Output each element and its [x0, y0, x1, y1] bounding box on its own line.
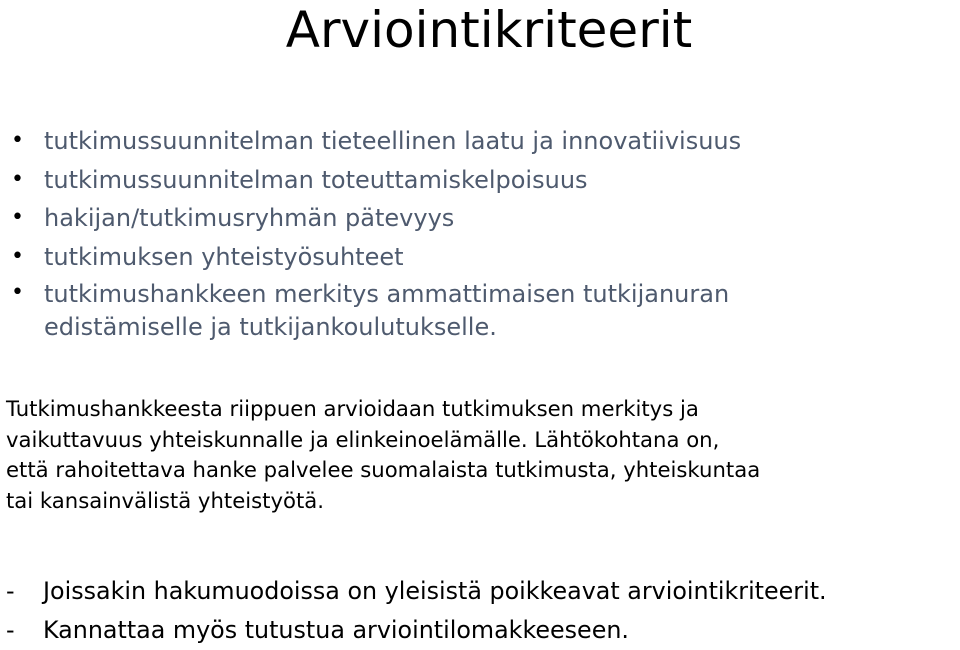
bullet-text-line-1: tutkimushankkeen merkitys ammattimaisen tutkijanuran [44, 280, 730, 308]
bullet-marker: • [11, 128, 24, 153]
note-text: Joissakin hakumuodoissa on yleisistä poikkeavat arviointikriteerit. [43, 577, 827, 605]
bullet-item [0, 161, 960, 200]
impact-paragraph [6, 394, 960, 516]
bullet-text: tutkimussuunnitelman tieteellinen laatu ja innovatiivisuus [44, 127, 742, 155]
note-item [6, 611, 960, 650]
bullet-text: hakijan/tutkimusryhmän pätevyys [44, 204, 455, 232]
slide-title: Arviointikriteerit [285, 1, 693, 59]
bullet-text: tutkimussuunnitelman toteuttamiskelpoisuus [44, 165, 588, 194]
note-marker: - [6, 577, 15, 605]
bullet-item [0, 122, 960, 161]
bullet-item [0, 199, 960, 238]
bullet-text-line-2: edistämiselle ja tutkijankoulutukselle. [44, 313, 497, 341]
paragraph-line: vaikuttavuus yhteiskunnalle ja elinkeinoelämälle. Lähtökohtana on, [6, 426, 720, 452]
bullet-marker: • [11, 243, 24, 269]
paragraph-line: tai kansainvälistä yhteistyötä. [6, 487, 324, 513]
notes-list [6, 572, 960, 650]
bullet-text: tutkimuksen yhteistyösuhteet [44, 242, 404, 271]
bullet-marker: • [11, 166, 24, 192]
bullet-item [0, 276, 960, 344]
note-item [6, 572, 960, 611]
note-text: Kannattaa myös tutustua arviointilomakkeeseen. [43, 616, 629, 644]
bullet-marker: • [11, 205, 24, 230]
bullet-marker: • [11, 280, 24, 305]
paragraph-line: Tutkimushankkeesta riippuen arvioidaan tutkimuksen merkitys ja [6, 396, 699, 421]
paragraph-line: että rahoitettava hanke palvelee suomalaista tutkimusta, yhteiskuntaa [6, 457, 761, 482]
note-marker: - [6, 616, 15, 644]
bullet-item [0, 238, 960, 277]
criteria-bullet-list [0, 122, 960, 344]
